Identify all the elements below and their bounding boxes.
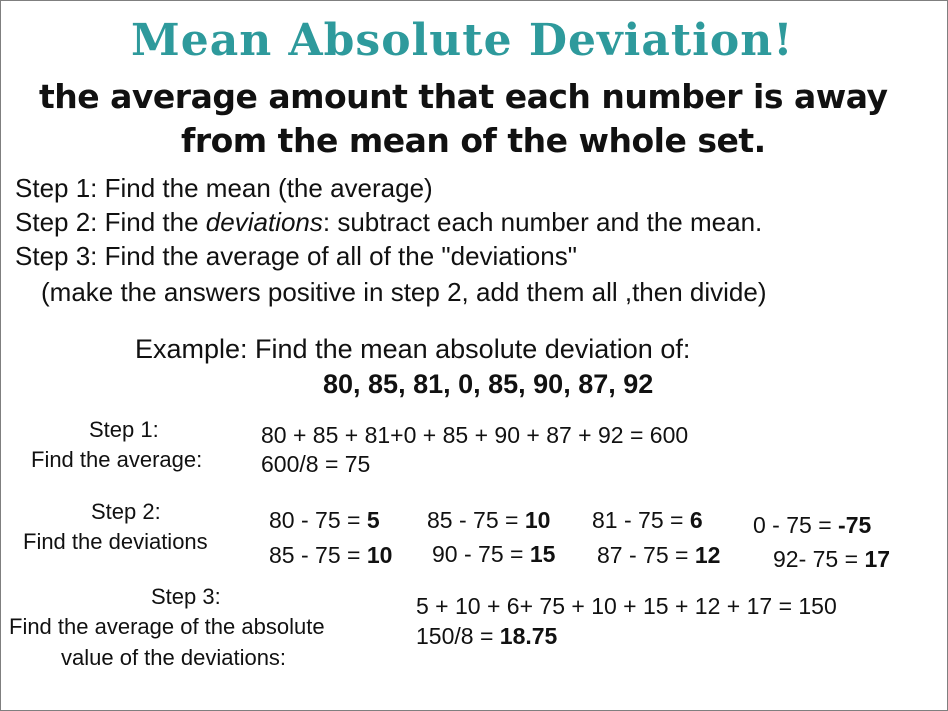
deviation-result: 6 — [689, 507, 703, 533]
deviation-expr: 87 - 75 = — [597, 542, 695, 568]
deviation-expr: 80 - 75 = — [269, 507, 367, 533]
work-step-3-result — [416, 623, 557, 650]
deviation-item — [597, 542, 720, 569]
deviation-result: 10 — [366, 542, 393, 568]
definition-line-2: from the mean of the whole set. — [181, 121, 766, 160]
work-step-2-label: Step 2: — [91, 499, 161, 524]
step-1-instruction: Step 1: Find the mean (the average) — [15, 173, 433, 203]
step-3-note: (make the answers positive in step 2, add them all ,then divide) — [41, 277, 767, 307]
work-step-1-sum: 80 + 85 + 81+0 + 85 + 90 + 87 + 92 = 600 — [261, 422, 689, 448]
step-2-text-post: : subtract each number and the mean. — [322, 207, 763, 237]
deviation-expr: 92- 75 = — [773, 546, 865, 572]
deviation-expr: 90 - 75 = — [432, 541, 530, 567]
deviation-item — [753, 512, 871, 539]
work-step-3-sublabel: Find the average of the absolute — [9, 614, 325, 639]
deviation-result: 12 — [694, 542, 721, 568]
mad-value: 18.75 — [499, 623, 558, 649]
step-2-text-pre: Step 2: Find the — [15, 207, 206, 237]
step-3-instruction: Step 3: Find the average of all of the "deviations" — [15, 241, 577, 271]
deviation-result: 5 — [366, 507, 380, 533]
deviation-item — [427, 507, 550, 534]
definition-line-1: the average amount that each number is away — [39, 77, 888, 116]
deviation-result: 10 — [524, 507, 551, 533]
step-2-emphasis: deviations — [205, 207, 323, 237]
deviation-expr: 85 - 75 = — [427, 507, 525, 533]
step-2-instruction — [15, 207, 762, 238]
deviation-expr: 81 - 75 = — [592, 507, 690, 533]
deviation-result: 15 — [529, 541, 556, 567]
work-step-1-mean: 600/8 = 75 — [261, 451, 371, 477]
page-title: Mean Absolute Deviation! — [131, 15, 794, 66]
example-numbers: 80, 85, 81, 0, 85, 90, 87, 92 — [323, 369, 654, 399]
deviation-result: -75 — [838, 512, 872, 538]
work-step-1-label: Step 1: — [89, 417, 159, 442]
deviation-expr: 0 - 75 = — [753, 512, 839, 538]
deviation-item — [269, 507, 380, 534]
deviation-expr: 85 - 75 = — [269, 542, 367, 568]
deviation-item — [773, 546, 890, 573]
example-prompt: Example: Find the mean absolute deviation of: — [135, 334, 691, 364]
deviation-item — [592, 507, 703, 534]
work-step-2-sublabel: Find the deviations — [23, 529, 208, 554]
work-step-3-sublabel-2: value of the deviations: — [61, 645, 287, 670]
work-step-3-sum: 5 + 10 + 6+ 75 + 10 + 15 + 12 + 17 = 150 — [416, 593, 837, 619]
deviation-item — [432, 541, 555, 568]
work-step-1-sublabel: Find the average: — [31, 447, 203, 472]
deviation-result: 17 — [864, 546, 891, 572]
mad-expr: 150/8 = — [416, 623, 500, 649]
work-step-3-label: Step 3: — [151, 584, 221, 609]
deviation-item — [269, 542, 392, 569]
